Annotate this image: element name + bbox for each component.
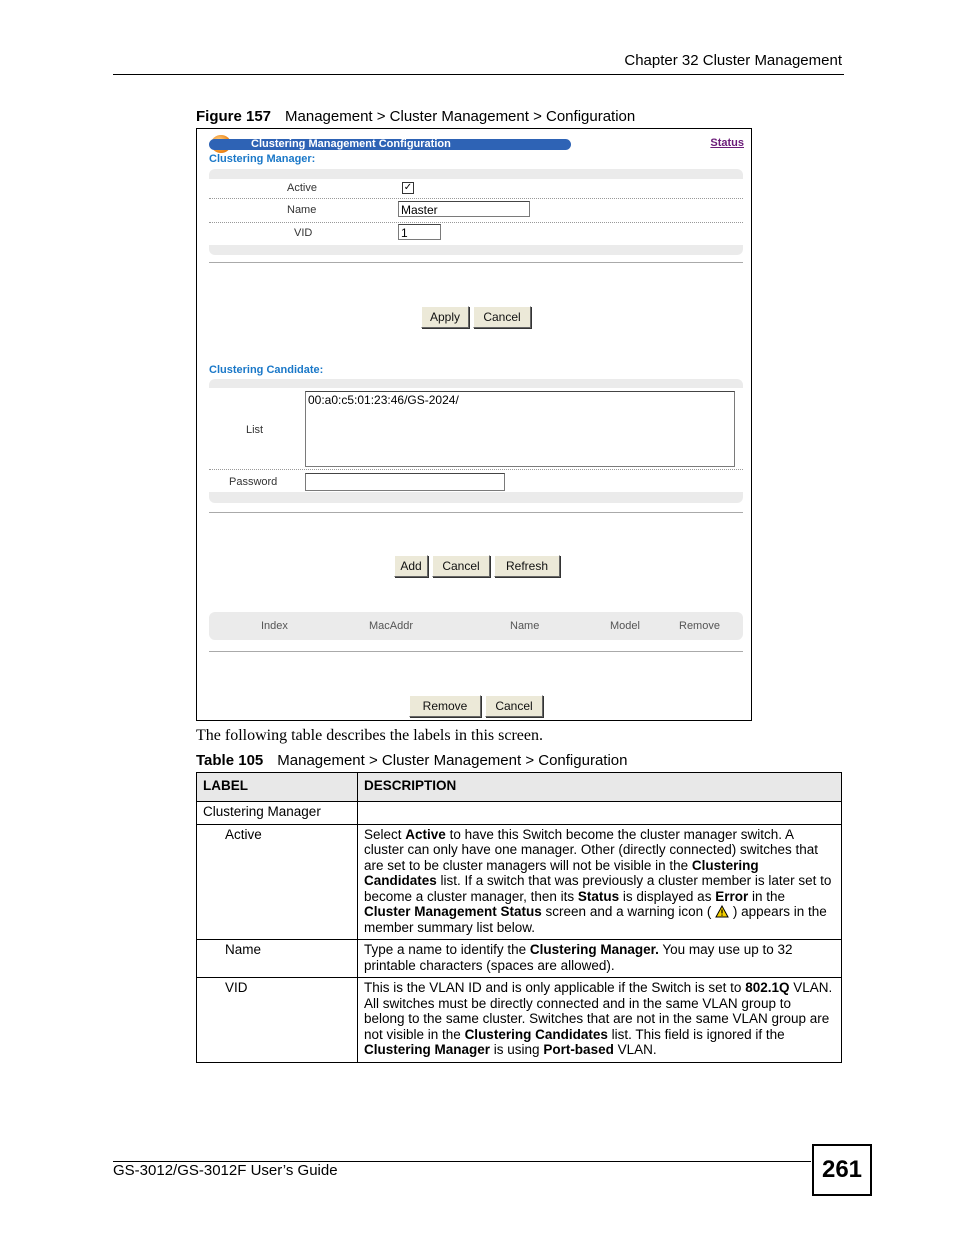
warning-icon xyxy=(715,905,729,918)
figure-screenshot xyxy=(196,128,752,721)
col-name: Name xyxy=(510,620,540,632)
manager-panel xyxy=(209,169,743,255)
status-link[interactable]: Status xyxy=(710,137,744,149)
chapter-header: Chapter 32 Cluster Management xyxy=(624,52,842,69)
active-checkbox[interactable]: ✓ xyxy=(403,182,413,193)
row-label: Active xyxy=(197,824,358,940)
remove-button[interactable]: Remove xyxy=(409,695,481,717)
intro-text: The following table describes the labels in this screen. xyxy=(196,727,544,744)
page-number: 261 xyxy=(812,1144,872,1196)
table-row xyxy=(197,978,842,1063)
figure-caption: Figure 157 Management > Cluster Management > Configuration xyxy=(196,108,636,125)
row-label: Name xyxy=(197,940,358,978)
clustering-candidate-label: Clustering Candidate: xyxy=(209,364,324,376)
col-model: Model xyxy=(610,620,640,632)
table-row xyxy=(197,802,842,825)
col-remove: Remove xyxy=(679,620,720,632)
table-row xyxy=(197,824,842,940)
members-cancel-button[interactable]: Cancel xyxy=(485,695,543,717)
members-table-header xyxy=(209,612,743,640)
screen-title: Clustering Management Configuration xyxy=(209,139,571,150)
row-label: VID xyxy=(197,978,358,1063)
password-label: Password xyxy=(229,476,278,488)
row-description: This is the VLAN ID and is only applicable if the Switch is set to 802.1Q VLAN. All switches must be directly connected and in the same VLAN group to belong to the same cluster. Switches that are not in the same VLAN group are not visible in the Clustering Candidates list. This field is ignored if the Clustering Manager is using Port-based VLAN. xyxy=(358,978,842,1063)
apply-button[interactable]: Apply xyxy=(421,306,469,328)
description-table xyxy=(196,772,842,1063)
header-rule xyxy=(113,74,844,75)
divider xyxy=(209,651,743,652)
row-label: Clustering Manager xyxy=(197,802,358,825)
vid-input[interactable]: 1 xyxy=(398,224,441,240)
table-header-row xyxy=(197,773,842,802)
row-description: Select Active to have this Switch become the cluster manager switch. A cluster can only have one manager. Other (directly connected) switches that are set to be cluster managers will not be visible in the Clustering Candidates list. If a switch that was previously a cluster member is later set to become a cluster manager, then its Status is displayed as Error in the Cluster Management Status screen and a warning icon ( ) appears in the member summary list below. xyxy=(358,824,842,940)
table-caption: Table 105 Management > Cluster Management > Configuration xyxy=(196,752,628,769)
active-label: Active xyxy=(287,182,317,194)
name-input[interactable]: Master xyxy=(398,201,530,217)
row-description: Type a name to identify the Clustering Manager. You may use up to 32 printable characters (spaces are allowed). xyxy=(358,940,842,978)
vid-label: VID xyxy=(294,227,313,239)
manager-cancel-button[interactable]: Cancel xyxy=(473,306,531,328)
row-description xyxy=(358,802,842,825)
table-row xyxy=(197,940,842,978)
candidate-panel xyxy=(209,379,743,503)
divider xyxy=(209,512,743,513)
col-description: DESCRIPTION xyxy=(358,773,842,802)
candidate-list[interactable]: 00:a0:c5:01:23:46/GS-2024/ xyxy=(305,391,735,467)
col-macaddr: MacAddr xyxy=(369,620,414,632)
list-label: List xyxy=(246,424,264,436)
candidate-cancel-button[interactable]: Cancel xyxy=(432,555,490,577)
col-label: LABEL xyxy=(197,773,358,802)
guide-title: GS-3012/GS-3012F User’s Guide xyxy=(113,1162,338,1179)
clustering-manager-label: Clustering Manager: xyxy=(209,153,316,165)
add-button[interactable]: Add xyxy=(394,555,428,577)
name-label: Name xyxy=(287,204,317,216)
col-index: Index xyxy=(261,620,288,632)
password-input[interactable] xyxy=(305,473,505,491)
refresh-button[interactable]: Refresh xyxy=(494,555,560,577)
divider xyxy=(209,262,743,263)
